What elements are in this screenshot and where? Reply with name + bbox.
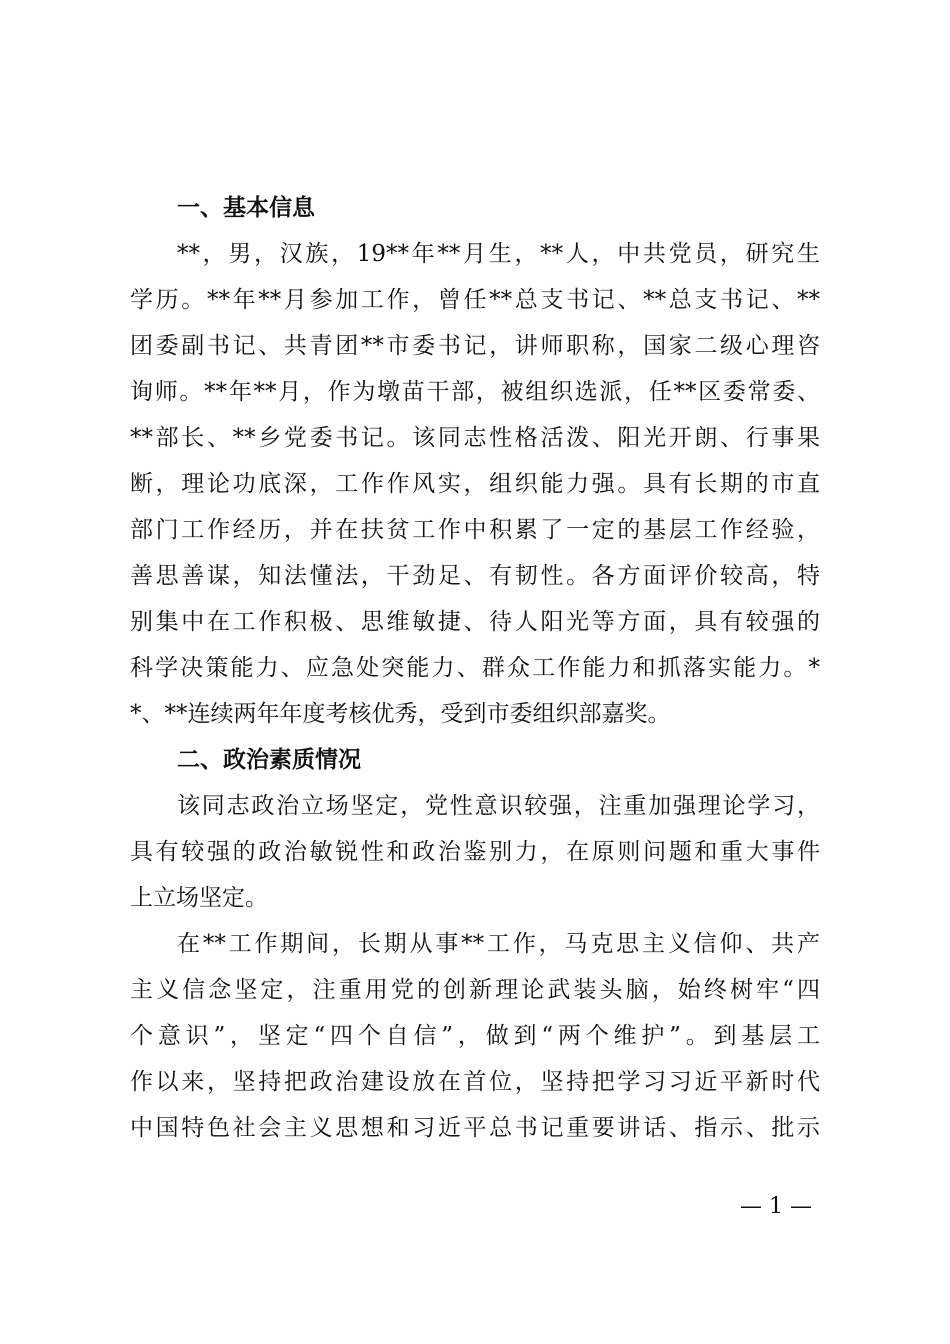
paragraph-line: 作以来，坚持把政治建设放在首位，坚持把学习习近平新时代 bbox=[130, 1069, 820, 1095]
paragraph-line: 别集中在工作积极、思维敏捷、待人阳光等方面，具有较强的 bbox=[130, 609, 820, 635]
paragraph-line: 中国特色社会主义思想和习近平总书记重要讲话、指示、批示 bbox=[130, 1115, 820, 1141]
paragraph-line: 该同志政治立场坚定，党性意识较强，注重加强理论学习， bbox=[177, 793, 820, 819]
paragraph-line: 科学决策能力、应急处突能力、群众工作能力和抓落实能力。* bbox=[130, 655, 820, 681]
paragraph-line: 团委副书记、共青团**市委书记，讲师职称，国家二级心理咨 bbox=[130, 333, 820, 359]
paragraph-line: 上立场坚定。 bbox=[130, 885, 268, 911]
paragraph-line: 询师。**年**月，作为墩苗干部，被组织选派，任**区委常委、 bbox=[130, 379, 820, 405]
paragraph-line: 在**工作期间，长期从事**工作，马克思主义信仰、共产 bbox=[177, 931, 820, 957]
paragraph-line: 具有较强的政治敏锐性和政治鉴别力，在原则问题和重大事件 bbox=[130, 839, 820, 865]
section-heading-political-quality: 二、政治素质情况 bbox=[177, 746, 361, 773]
paragraph-line: **部长、**乡党委书记。该同志性格活泼、阳光开朗、行事果 bbox=[130, 425, 820, 451]
paragraph-line: 个意识”，坚定“四个自信”，做到“两个维护”。到基层工 bbox=[130, 1023, 820, 1049]
section-heading-basic-info: 一、基本信息 bbox=[177, 194, 315, 221]
paragraph-line: 断，理论功底深，工作作风实，组织能力强。具有长期的市直 bbox=[130, 471, 820, 497]
paragraph-line: 部门工作经历，并在扶贫工作中积累了一定的基层工作经验， bbox=[130, 517, 820, 543]
page-number: — 1 — bbox=[740, 1194, 812, 1219]
paragraph-line: 主义信念坚定，注重用党的创新理论武装头脑，始终树牢“四 bbox=[130, 977, 820, 1003]
paragraph-line: 学历。**年**月参加工作，曾任**总支书记、**总支书记、** bbox=[130, 287, 820, 313]
paragraph-line: *、**连续两年年度考核优秀，受到市委组织部嘉奖。 bbox=[130, 701, 671, 727]
paragraph-line: **，男，汉族，19**年**月生，**人，中共党员，研究生 bbox=[177, 241, 820, 267]
paragraph-line: 善思善谋，知法懂法，干劲足、有韧性。各方面评价较高，特 bbox=[130, 563, 820, 589]
